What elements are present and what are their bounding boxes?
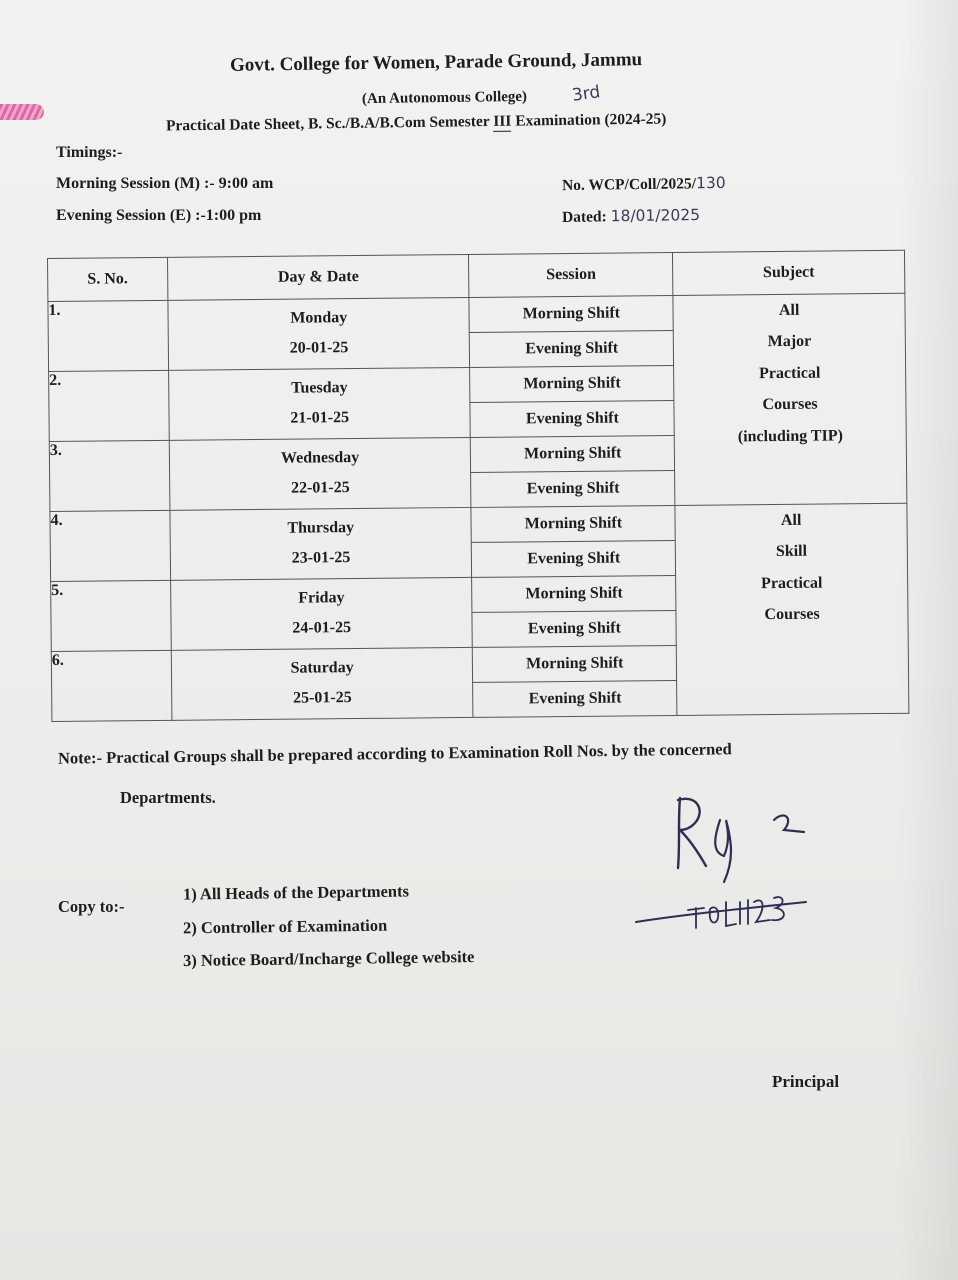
subject-line: All bbox=[780, 511, 802, 529]
col-header-subject: Subject bbox=[673, 250, 905, 295]
col-header-day-date: Day & Date bbox=[167, 254, 469, 300]
row-sno: 3. bbox=[49, 440, 170, 511]
row-date: 23-01-25 bbox=[291, 549, 351, 567]
subject-line: Courses bbox=[762, 395, 818, 414]
college-status: (An Autonomous College) bbox=[361, 88, 528, 108]
sheet-title-prefix: Practical Date Sheet, B. Sc./B.A/B.Com Semester bbox=[165, 112, 494, 135]
reference-handwritten: 130 bbox=[695, 173, 726, 193]
subject-line: (including TIP) bbox=[737, 427, 843, 446]
row-sno: 5. bbox=[51, 580, 172, 651]
copy-to-item: 1) All Heads of the Departments bbox=[182, 881, 410, 904]
subject-line: All bbox=[778, 301, 800, 319]
row-day: Saturday bbox=[290, 659, 354, 678]
row-date: 20-01-25 bbox=[289, 339, 349, 357]
col-header-sno: S. No. bbox=[48, 257, 168, 301]
date-sheet-table bbox=[47, 250, 909, 722]
row-session: Morning Shift bbox=[471, 505, 675, 542]
row-session: Evening Shift bbox=[470, 400, 674, 437]
row-day-date bbox=[168, 297, 470, 370]
principal-label: Principal bbox=[772, 1072, 840, 1091]
subject-major-practical bbox=[673, 293, 907, 505]
row-sno: 1. bbox=[48, 300, 169, 371]
reference-number bbox=[562, 174, 726, 195]
row-day: Thursday bbox=[287, 519, 355, 538]
morning-session: Morning Session (M) :- 9:00 am bbox=[56, 175, 274, 192]
dated bbox=[562, 206, 700, 227]
copy-to-item: 3) Notice Board/Incharge College website bbox=[182, 946, 475, 971]
row-session: Evening Shift bbox=[472, 540, 676, 577]
subject-line: Major bbox=[767, 332, 812, 351]
row-session: Morning Shift bbox=[471, 435, 675, 472]
row-day-date bbox=[170, 507, 472, 580]
row-session: Morning Shift bbox=[470, 365, 674, 402]
principal-signature bbox=[628, 790, 828, 950]
sheet-title-suffix: Examination (2024-25) bbox=[511, 110, 667, 130]
subject-line: Practical bbox=[761, 574, 823, 592]
col-header-session: Session bbox=[469, 252, 673, 297]
row-day: Monday bbox=[290, 309, 348, 327]
row-session: Morning Shift bbox=[472, 575, 676, 612]
row-day-date bbox=[169, 437, 471, 510]
row-sno: 2. bbox=[49, 370, 170, 441]
dated-handwritten: 18/01/2025 bbox=[610, 206, 701, 226]
copy-to-item: 2) Controller of Examination bbox=[182, 915, 388, 938]
row-day: Wednesday bbox=[280, 449, 360, 468]
row-sno: 4. bbox=[50, 510, 171, 581]
subject-skill-practical bbox=[675, 503, 909, 715]
row-day: Tuesday bbox=[291, 379, 348, 397]
timings-label: Timings:- bbox=[56, 144, 123, 161]
row-session: Evening Shift bbox=[472, 610, 676, 647]
row-day-date bbox=[168, 367, 470, 440]
subject-line: Skill bbox=[775, 542, 808, 561]
evening-session: Evening Session (E) :-1:00 pm bbox=[56, 207, 262, 224]
row-session: Evening Shift bbox=[471, 470, 675, 507]
copy-to-label: Copy to:- bbox=[58, 897, 125, 916]
row-day-date bbox=[170, 577, 472, 650]
note-line-2: Departments. bbox=[120, 788, 216, 807]
semester-numeral: III bbox=[493, 112, 512, 130]
row-session: Morning Shift bbox=[469, 295, 673, 332]
note-line-1: Note:- Practical Groups shall be prepared according to Examination Roll Nos. by the concerned bbox=[57, 739, 732, 768]
table-row bbox=[50, 503, 907, 546]
subject-line: Practical bbox=[759, 364, 821, 382]
row-date: 24-01-25 bbox=[292, 619, 352, 637]
table-row bbox=[48, 293, 905, 336]
row-date: 22-01-25 bbox=[290, 479, 350, 497]
row-sno: 6. bbox=[51, 650, 172, 721]
subject-line: Courses bbox=[764, 605, 820, 624]
row-day-date bbox=[171, 647, 473, 720]
row-date: 21-01-25 bbox=[290, 409, 350, 427]
row-date: 25-01-25 bbox=[292, 689, 352, 708]
reference-prefix: No. WCP/Coll/2025/ bbox=[561, 175, 697, 195]
pink-thread bbox=[0, 104, 44, 120]
row-session: Morning Shift bbox=[473, 645, 677, 682]
row-day: Friday bbox=[298, 589, 345, 607]
row-session: Evening Shift bbox=[473, 680, 677, 717]
college-name: Govt. College for Women, Parade Ground, Jammu bbox=[229, 49, 643, 76]
row-session: Evening Shift bbox=[470, 330, 674, 367]
sheet-title bbox=[166, 111, 667, 137]
dated-label: Dated: bbox=[561, 208, 607, 226]
handwritten-3rd: 3rd bbox=[570, 82, 602, 106]
